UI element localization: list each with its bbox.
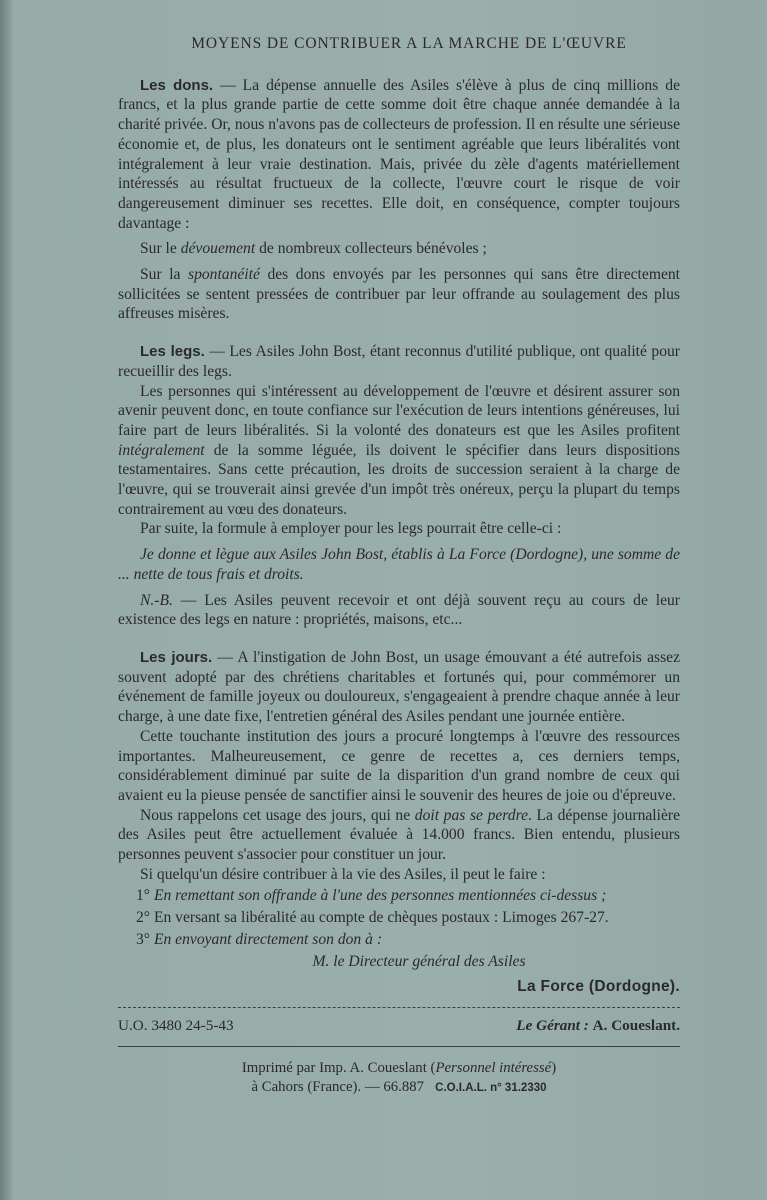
heading-dons: Les dons. xyxy=(140,76,214,94)
section-legs xyxy=(118,342,680,630)
legs-note: N.-B. — Les Asiles peuvent recevoir et ont déjà souvent reçu au cours de leur existence des legs en nature : propriétés, maisons, etc... xyxy=(118,591,680,629)
addressee: M. le Directeur général des Asiles xyxy=(312,952,526,970)
address: La Force (Dordogne). xyxy=(517,978,680,996)
printer-imprint: Imprimé par Imp. A. Coueslant (Personnel intéressé) à Cahors (France). — 66.887 C.O.I.A.L. n° 31.2330 xyxy=(241,1059,557,1095)
list-item: 3° En envoyant directement son don à : xyxy=(136,930,383,948)
legs-paragraph-3: Par suite, la formule à employer pour les legs pourrait être celle-ci : xyxy=(140,520,562,538)
coial-number: C.O.I.A.L. n° 31.2330 xyxy=(435,1081,547,1094)
gerant: Le Gérant : A. Coueslant. xyxy=(516,1016,680,1034)
jours-paragraph-3: Nous rappelons cet usage des jours, qui ne doit pas se perdre. La dépense journalière des Asiles peut être actuellement évaluée à 14.000 francs. Bien entendu, plusieurs personnes peuvent s'associer pour constituer un jour. xyxy=(118,806,680,864)
list-item: 2° En versant sa libéralité au compte de chèques postaux : Limoges 267-27. xyxy=(136,909,609,927)
document-body xyxy=(118,34,680,1098)
legs-paragraph-2: Les personnes qui s'intéressent au développement de l'œuvre et désirent assurer son avenir peuvent donc, en toute confiance sur l'exécution de leurs intentions généreuses, lui faire part de leurs libéralités. Si la volonté des donateurs est que les Asiles profitent intégralement de la somme léguée, ils doivent le spécifier dans leurs dispositions testamentaires. Sans cette précaution, les droits de succession seraient à la charge de l'œuvre, qui se trouverait ainsi grevée d'un impôt très onéreux, perçu la plupart du temps contrairement au vœu des donateurs. xyxy=(118,382,680,518)
dons-paragraph-3: Sur la spontanéité des dons envoyés par les personnes qui sans être directement sollicitées se sentent pressées de contribuer par leur offrande au soulagement des plus affreuses misères. xyxy=(118,266,680,323)
jours-paragraph-4: Si quelqu'un désire contribuer à la vie des Asiles, il peut le faire : xyxy=(140,865,546,883)
divider xyxy=(118,1046,680,1047)
jours-paragraph-2: Cette touchante institution des jours a procuré longtemps à l'œuvre des ressources importantes. Malheureusement, ce genre de recettes a, ces derniers temps, considérablement diminué par suite de la disparition d'un grand nombre de ceux qui avaient eu la pieuse pensée de sanctifier ainsi le souvenir des heures de joie ou d'épreuve. xyxy=(118,727,680,804)
section-jours xyxy=(118,648,680,997)
list-item: 1° En remettant son offrande à l'une des personnes mentionnées ci-dessus ; xyxy=(136,887,607,905)
footer-line xyxy=(118,1016,680,1036)
print-reference: U.O. 3480 24-5-43 xyxy=(118,1016,234,1034)
heading-legs: Les legs. xyxy=(140,343,205,361)
dons-paragraph-2: Sur le dévouement de nombreux collecteurs bénévoles ; xyxy=(140,240,487,258)
heading-jours: Les jours. xyxy=(140,648,213,666)
page-edge xyxy=(0,0,12,1200)
legs-paragraph-1: — Les Asiles John Bost, étant reconnus d'utilité publique, ont qualité pour recueillir des legs. xyxy=(118,343,681,380)
divider xyxy=(118,1007,680,1008)
legs-formula: Je donne et lègue aux Asiles John Bost, établis à La Force (Dordogne), une somme de ... nette de tous frais et droits. xyxy=(118,546,680,583)
running-head: MOYENS DE CONTRIBUER A LA MARCHE DE L'ŒUVRE xyxy=(191,35,627,52)
section-dons xyxy=(118,76,680,324)
jours-paragraph-1: — A l'instigation de John Bost, un usage émouvant a été autrefois assez souvent adopté par des chrétiens charitables et fortunés qui, pour commémorer un événement de famille joyeux ou douloureux, s'engageaient à prendre chaque année à leur charge, à une date fixe, l'entretien général des Asiles pendant une journée entière. xyxy=(118,648,680,726)
dons-paragraph-1: — La dépense annuelle des Asiles s'élève à plus de cinq millions de francs, et la plus grande partie de cette somme doit être chaque année demandée à la charité privée. Or, nous n'avons pas de collecteurs de profession. Il en résulte une sérieuse économie et, de plus, les donateurs ont le sentiment agréable que leurs libéralités vont intégralement à leur vraie destination. Mais, privée du zèle d'agents matériellement intéressés au résultat fructueux de la collecte, l'œuvre court le risque de voir dangereusement diminuer ses recettes. Elle doit, en conséquence, compter toujours davantage : xyxy=(118,76,681,232)
